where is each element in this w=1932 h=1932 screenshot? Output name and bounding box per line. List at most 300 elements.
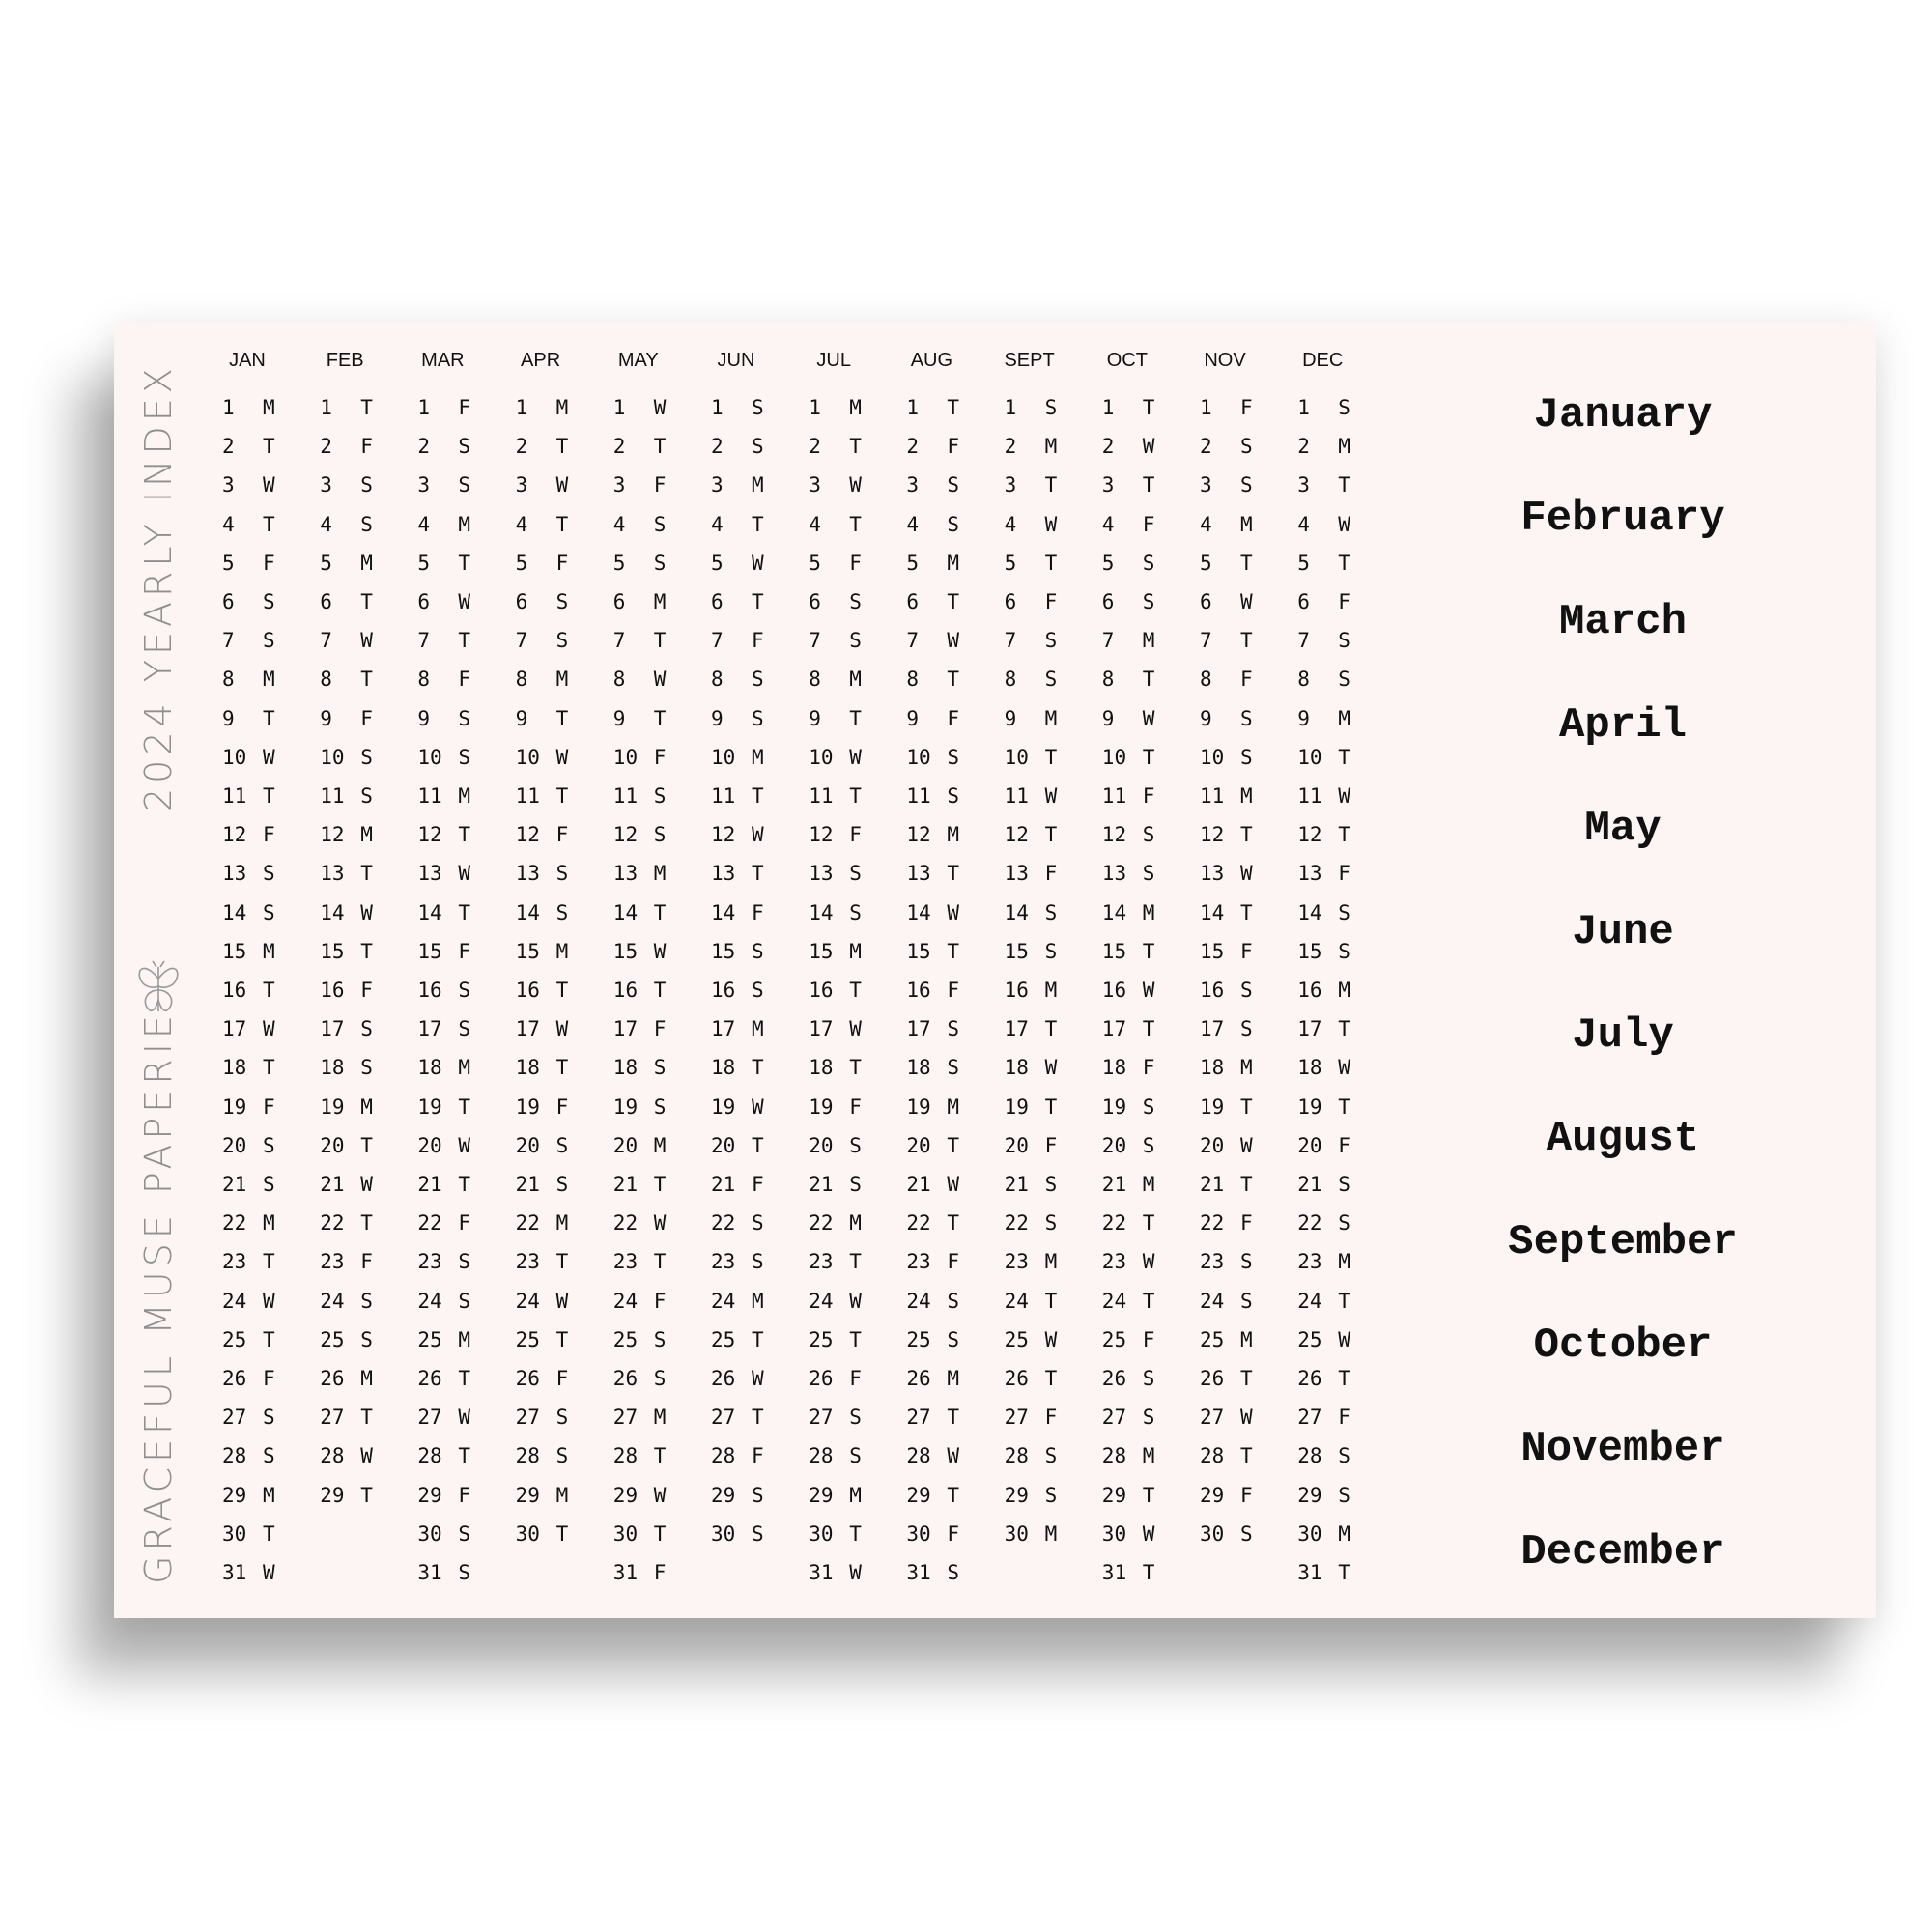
weekday-letter: S	[1240, 745, 1253, 769]
weekday-letter: S	[360, 784, 373, 808]
weekday-letter: S	[947, 512, 960, 536]
month-name-jan: January	[1533, 391, 1713, 440]
weekday-letter: W	[849, 1561, 862, 1584]
weekday-letter: T	[752, 1327, 764, 1351]
weekday-letter: F	[1044, 1406, 1058, 1430]
day-number: 19	[1004, 1094, 1029, 1119]
weekday-letter: M	[360, 823, 373, 847]
weekday-letter: F	[458, 939, 471, 963]
day-number: 17	[1004, 1017, 1029, 1041]
weekday-letter: M	[1142, 900, 1155, 924]
weekday-letter: M	[947, 823, 960, 847]
weekday-letter: S	[849, 590, 862, 613]
weekday-letter: W	[1142, 435, 1155, 459]
day-number: 4	[711, 512, 724, 536]
weekday-letter: S	[1338, 1173, 1350, 1196]
day-number: 5	[1297, 551, 1310, 575]
weekday-letter: W	[360, 900, 373, 924]
weekday-letter: M	[947, 551, 960, 575]
weekday-letter: F	[1338, 862, 1350, 886]
weekday-letter: T	[947, 939, 960, 963]
weekday-letter: T	[360, 939, 373, 963]
weekday-letter: S	[1338, 1483, 1350, 1507]
day-number: 30	[906, 1521, 931, 1546]
weekday-letter: W	[360, 629, 373, 653]
day-number: 29	[906, 1483, 931, 1507]
day-number: 8	[222, 668, 235, 692]
weekday-letter: S	[653, 512, 667, 536]
day-number: 27	[1004, 1406, 1029, 1430]
day-number: 18	[1297, 1056, 1322, 1080]
weekday-letter: S	[653, 1094, 667, 1119]
day-number: 3	[1200, 473, 1212, 497]
day-number: 12	[1297, 823, 1322, 847]
day-number: 19	[417, 1094, 442, 1119]
weekday-letter: S	[1240, 1017, 1253, 1041]
day-number: 10	[515, 745, 540, 769]
weekday-letter: W	[555, 745, 569, 769]
weekday-letter: S	[263, 862, 275, 886]
weekday-letter: F	[849, 551, 862, 575]
day-number: 7	[1200, 629, 1212, 653]
day-number: 22	[1004, 1211, 1029, 1236]
day-number: 4	[1297, 512, 1310, 536]
day-number: 11	[1101, 784, 1127, 808]
day-number: 22	[515, 1211, 540, 1236]
day-number: 21	[515, 1173, 540, 1196]
weekday-letter: F	[947, 1521, 960, 1546]
day-number: 3	[320, 473, 332, 497]
day-number: 28	[1200, 1444, 1225, 1468]
weekday-letter: T	[1240, 1367, 1253, 1390]
day-number: 6	[1200, 590, 1212, 613]
weekday-letter: S	[947, 1056, 960, 1080]
day-number: 1	[1004, 396, 1017, 419]
day-number: 13	[222, 862, 247, 886]
day-number: 25	[906, 1327, 931, 1351]
day-number: 14	[515, 900, 540, 924]
weekday-letter: T	[653, 900, 667, 924]
day-number: 6	[320, 590, 332, 613]
day-number: 25	[1004, 1327, 1029, 1351]
day-number: 22	[1101, 1211, 1127, 1236]
day-number: 22	[906, 1211, 931, 1236]
day-number: 18	[711, 1056, 736, 1080]
day-number: 19	[515, 1094, 540, 1119]
weekday-letter: S	[1338, 939, 1350, 963]
weekday-letter: F	[360, 706, 373, 730]
day-number: 11	[1200, 784, 1225, 808]
day-number: 24	[809, 1289, 834, 1313]
weekday-letter: F	[653, 1289, 667, 1313]
weekday-letter: T	[1142, 1017, 1155, 1041]
weekday-letter: F	[360, 979, 373, 1002]
day-number: 8	[711, 668, 724, 692]
weekday-letter: T	[1142, 1561, 1155, 1584]
day-number: 17	[711, 1017, 736, 1041]
day-number: 8	[320, 668, 332, 692]
day-number: 3	[809, 473, 821, 497]
weekday-letter: T	[1044, 1094, 1058, 1119]
weekday-letter: M	[947, 1094, 960, 1119]
day-number: 17	[1297, 1017, 1322, 1041]
weekday-letter: S	[752, 396, 764, 419]
weekday-letter: S	[1044, 1483, 1058, 1507]
weekday-letter: M	[458, 1056, 471, 1080]
day-number: 9	[417, 706, 431, 730]
day-number: 25	[515, 1327, 540, 1351]
day-number: 2	[417, 435, 431, 459]
weekday-letter: T	[1142, 1289, 1155, 1313]
weekday-letter: M	[1240, 1056, 1253, 1080]
day-number: 19	[1200, 1094, 1225, 1119]
day-number: 2	[1297, 435, 1310, 459]
day-number: 5	[1101, 551, 1115, 575]
weekday-letter: W	[1240, 862, 1253, 886]
weekday-letter: S	[947, 1561, 960, 1584]
day-number: 12	[1200, 823, 1225, 847]
day-number: 28	[612, 1444, 639, 1468]
weekday-letter: S	[555, 629, 569, 653]
day-number: 2	[1004, 435, 1017, 459]
day-number: 20	[1297, 1133, 1322, 1157]
day-number: 20	[417, 1133, 442, 1157]
day-number: 8	[906, 668, 920, 692]
weekday-letter: W	[1142, 979, 1155, 1002]
weekday-letter: S	[752, 1483, 764, 1507]
day-number: 9	[515, 706, 528, 730]
weekday-letter: M	[849, 1483, 862, 1507]
day-number: 5	[1200, 551, 1212, 575]
day-number: 26	[1101, 1367, 1127, 1390]
day-number: 11	[1297, 784, 1322, 808]
day-number: 13	[417, 862, 442, 886]
weekday-letter: F	[263, 1367, 275, 1390]
day-number: 27	[612, 1406, 639, 1430]
day-number: 29	[1004, 1483, 1029, 1507]
weekday-letter: T	[1044, 473, 1058, 497]
weekday-letter: T	[947, 396, 960, 419]
day-number: 16	[612, 979, 639, 1002]
weekday-letter: T	[947, 862, 960, 886]
day-number: 15	[711, 939, 736, 963]
weekday-letter: W	[752, 1094, 764, 1119]
day-number: 21	[1297, 1173, 1322, 1196]
weekday-letter: S	[458, 1017, 471, 1041]
weekday-letter: T	[752, 1133, 764, 1157]
day-number: 20	[1004, 1133, 1029, 1157]
brand-name: GRACEFUL MUSE PAPERIE	[137, 1010, 180, 1584]
day-number: 12	[809, 823, 834, 847]
day-number: 4	[222, 512, 235, 536]
day-number: 20	[1101, 1133, 1127, 1157]
day-number: 5	[711, 551, 724, 575]
day-number: 5	[222, 551, 235, 575]
day-number: 9	[1297, 706, 1310, 730]
weekday-letter: S	[458, 979, 471, 1002]
day-number: 26	[711, 1367, 736, 1390]
weekday-letter: W	[458, 862, 471, 886]
day-number: 10	[1200, 745, 1225, 769]
day-number: 15	[222, 939, 247, 963]
day-number: 16	[515, 979, 540, 1002]
day-number: 12	[1101, 823, 1127, 847]
day-number: 13	[1004, 862, 1029, 886]
weekday-letter: F	[1142, 1327, 1155, 1351]
month-name-nov: November	[1520, 1425, 1725, 1473]
day-number: 17	[1200, 1017, 1225, 1041]
day-number: 2	[320, 435, 332, 459]
day-number: 6	[612, 590, 626, 613]
weekday-letter: M	[752, 1017, 764, 1041]
day-number: 15	[1297, 939, 1322, 963]
day-number: 15	[612, 939, 639, 963]
weekday-letter: T	[653, 1250, 667, 1274]
weekday-letter: W	[653, 668, 667, 692]
weekday-letter: S	[1044, 1173, 1058, 1196]
day-number: 26	[320, 1367, 345, 1390]
weekday-letter: F	[752, 629, 764, 653]
day-number: 20	[711, 1133, 736, 1157]
day-number: 13	[320, 862, 345, 886]
day-number: 11	[417, 784, 442, 808]
weekday-letter: S	[360, 1327, 373, 1351]
day-number: 29	[515, 1483, 540, 1507]
day-number: 13	[1200, 862, 1225, 886]
day-number: 29	[320, 1483, 345, 1507]
weekday-letter: M	[458, 512, 471, 536]
weekday-letter: M	[360, 551, 373, 575]
day-number: 1	[320, 396, 332, 419]
day-number: 7	[612, 629, 626, 653]
day-number: 5	[612, 551, 626, 575]
day-number: 2	[711, 435, 724, 459]
weekday-letter: S	[849, 1406, 862, 1430]
weekday-letter: T	[360, 668, 373, 692]
weekday-letter: F	[1338, 590, 1350, 613]
day-number: 10	[711, 745, 736, 769]
day-number: 25	[711, 1327, 736, 1351]
weekday-letter: M	[849, 1211, 862, 1236]
weekday-letter: T	[458, 1444, 471, 1468]
day-number: 21	[612, 1173, 639, 1196]
month-header-oct: OCT	[1106, 350, 1148, 371]
day-number: 9	[320, 706, 332, 730]
day-number: 16	[906, 979, 931, 1002]
day-number: 25	[417, 1327, 442, 1351]
day-number: 1	[222, 396, 235, 419]
weekday-letter: F	[263, 823, 275, 847]
day-number: 21	[320, 1173, 345, 1196]
weekday-letter: T	[653, 706, 667, 730]
day-number: 14	[1101, 900, 1127, 924]
day-number: 24	[711, 1289, 736, 1313]
weekday-letter: T	[458, 1094, 471, 1119]
day-number: 4	[320, 512, 332, 536]
weekday-letter: S	[1338, 396, 1350, 419]
weekday-letter: S	[752, 939, 764, 963]
day-number: 16	[222, 979, 247, 1002]
weekday-letter: T	[1338, 1367, 1350, 1390]
weekday-letter: M	[849, 939, 862, 963]
weekday-letter: T	[653, 979, 667, 1002]
day-number: 25	[222, 1327, 247, 1351]
day-number: 6	[222, 590, 235, 613]
weekday-letter: F	[458, 668, 471, 692]
weekday-letter: T	[849, 435, 862, 459]
day-number: 24	[1297, 1289, 1322, 1313]
weekday-letter: T	[752, 784, 764, 808]
month-name-may: May	[1584, 805, 1662, 853]
weekday-letter: S	[1142, 1133, 1155, 1157]
day-number: 26	[612, 1367, 639, 1390]
weekday-letter: S	[752, 1250, 764, 1274]
day-number: 28	[1297, 1444, 1322, 1468]
weekday-letter: W	[1142, 1250, 1155, 1274]
day-number: 31	[1297, 1561, 1322, 1584]
weekday-letter: S	[263, 1406, 275, 1430]
day-number: 15	[1004, 939, 1029, 963]
weekday-letter: S	[1044, 1444, 1058, 1468]
day-number: 18	[417, 1056, 442, 1080]
day-number: 17	[222, 1017, 247, 1041]
day-number: 30	[1004, 1521, 1029, 1546]
day-number: 12	[711, 823, 736, 847]
weekday-letter: S	[849, 1173, 862, 1196]
weekday-letter: S	[1240, 979, 1253, 1002]
day-number: 27	[222, 1406, 247, 1430]
weekday-letter: M	[555, 1483, 569, 1507]
weekday-letter: T	[752, 512, 764, 536]
day-number: 20	[222, 1133, 247, 1157]
day-number: 23	[515, 1250, 540, 1274]
weekday-letter: S	[1240, 1250, 1253, 1274]
weekday-letter: F	[360, 435, 373, 459]
weekday-letter: M	[1338, 435, 1350, 459]
weekday-letter: T	[849, 1056, 862, 1080]
weekday-letter: T	[653, 1173, 667, 1196]
weekday-letter: T	[1142, 939, 1155, 963]
weekday-letter: S	[1044, 396, 1058, 419]
day-number: 3	[711, 473, 724, 497]
day-number: 26	[222, 1367, 247, 1390]
weekday-letter: S	[263, 1173, 275, 1196]
weekday-letter: M	[1240, 512, 1253, 536]
weekday-letter: T	[555, 1056, 569, 1080]
weekday-letter: M	[1044, 1250, 1058, 1274]
month-name-dec: December	[1520, 1528, 1725, 1577]
weekday-letter: M	[1338, 979, 1350, 1002]
weekday-letter: T	[1240, 900, 1253, 924]
weekday-letter: T	[360, 1211, 373, 1236]
weekday-letter: T	[555, 784, 569, 808]
weekday-letter: W	[849, 1289, 862, 1313]
weekday-letter: W	[1240, 590, 1253, 613]
weekday-letter: M	[458, 1327, 471, 1351]
month-name-apr: April	[1558, 701, 1688, 750]
day-number: 18	[906, 1056, 931, 1080]
weekday-letter: S	[1240, 473, 1253, 497]
weekday-letter: S	[1044, 629, 1058, 653]
day-number: 22	[222, 1211, 247, 1236]
day-number: 18	[515, 1056, 540, 1080]
day-number: 4	[612, 512, 626, 536]
day-number: 26	[1200, 1367, 1225, 1390]
day-number: 29	[1101, 1483, 1127, 1507]
day-number: 19	[1101, 1094, 1127, 1119]
day-number: 14	[809, 900, 834, 924]
day-number: 20	[1200, 1133, 1225, 1157]
weekday-letter: W	[263, 473, 275, 497]
day-number: 25	[1101, 1327, 1127, 1351]
day-number: 27	[809, 1406, 834, 1430]
month-header-jan: JAN	[229, 350, 266, 371]
day-number: 19	[320, 1094, 345, 1119]
day-number: 8	[515, 668, 528, 692]
weekday-letter: S	[555, 1173, 569, 1196]
day-number: 12	[906, 823, 931, 847]
weekday-letter: W	[653, 1211, 667, 1236]
day-number: 13	[1101, 862, 1127, 886]
weekday-letter: T	[1044, 823, 1058, 847]
weekday-letter: S	[752, 706, 764, 730]
weekday-letter: F	[458, 1211, 471, 1236]
weekday-letter: T	[1338, 473, 1350, 497]
weekday-letter: F	[1142, 784, 1155, 808]
day-number: 30	[1200, 1521, 1225, 1546]
weekday-letter: T	[1142, 668, 1155, 692]
weekday-letter: F	[1240, 1211, 1253, 1236]
day-number: 14	[1004, 900, 1029, 924]
month-header-nov: NOV	[1204, 350, 1246, 371]
day-number: 1	[1101, 396, 1115, 419]
weekday-letter: F	[1240, 939, 1253, 963]
weekday-letter: F	[1044, 862, 1058, 886]
weekday-letter: T	[555, 1521, 569, 1546]
weekday-letter: F	[947, 435, 960, 459]
day-number: 27	[320, 1406, 345, 1430]
weekday-letter: T	[1338, 1289, 1350, 1313]
day-number: 28	[417, 1444, 442, 1468]
weekday-letter: W	[752, 551, 764, 575]
weekday-letter: M	[653, 1406, 667, 1430]
day-number: 24	[1101, 1289, 1127, 1313]
weekday-letter: T	[849, 512, 862, 536]
weekday-letter: S	[1044, 939, 1058, 963]
day-number: 16	[809, 979, 834, 1002]
weekday-letter: T	[1338, 1561, 1350, 1584]
day-number: 15	[809, 939, 834, 963]
weekday-letter: S	[458, 706, 471, 730]
day-number: 31	[906, 1561, 931, 1584]
day-number: 7	[1297, 629, 1310, 653]
day-number: 4	[1200, 512, 1212, 536]
day-number: 13	[612, 862, 639, 886]
weekday-letter: M	[555, 396, 569, 419]
day-number: 7	[222, 629, 235, 653]
weekday-letter: W	[752, 823, 764, 847]
weekday-letter: T	[1338, 823, 1350, 847]
weekday-letter: T	[360, 1133, 373, 1157]
weekday-letter: W	[1044, 1327, 1058, 1351]
weekday-letter: M	[555, 939, 569, 963]
weekday-letter: T	[1044, 1017, 1058, 1041]
day-number: 5	[809, 551, 821, 575]
weekday-letter: M	[458, 784, 471, 808]
weekday-letter: W	[849, 1017, 862, 1041]
weekday-letter: S	[849, 862, 862, 886]
weekday-letter: T	[458, 1367, 471, 1390]
